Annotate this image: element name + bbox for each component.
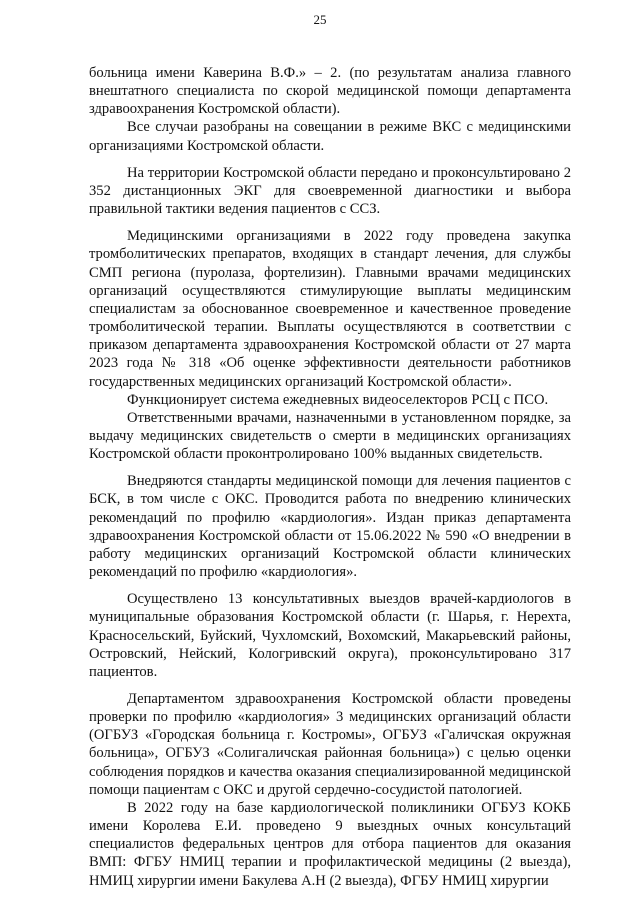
paragraph: Функционирует система ежедневных видеоселекторов РСЦ с ПСО. — [127, 391, 549, 408]
paragraph: Внедряются стандарты медицинской помощи для лечения пациентов с БСК, в том числе с ОКС. Проводится работа по внедрению клинических рекомендаций по профилю «кардиология». Издан приказ департамента здравоохранения Костромской области от 15.06.2022 № 590 «О внедрении в работу медицинских организаций Костромской области клинических рекомендаций по профилю «кардиология». — [89, 473, 571, 581]
document-body — [89, 64, 571, 890]
paragraph: В 2022 году на базе кардиологической поликлиники ОГБУЗ КОКБ имени Королева Е.И. проведено 9 выездных очных консультаций специалистов федеральных центров для отбора пациентов для оказания ВМП: ФГБУ НМИЦ терапии и профилактической медицины (2 выезда), НМИЦ хирургии имени Бакулева А.Н (2 выезда), ФГБУ НМИЦ хирургии — [89, 799, 571, 889]
paragraph: На территории Костромской области передано и проконсультировано 2 352 дистанционных ЭКГ для своевременной диагностики и выбора правильной тактики ведения пациентов с ССЗ. — [89, 164, 571, 218]
paragraph: Медицинскими организациями в 2022 году проведена закупка тромболитических препаратов, входящих в стандарт лечения, для службы СМП региона (пуролаза, фортелизин). Главными врачами медицинских организаций осуществляются стимулирующие выплаты медицинским специалистам за обоснованное своевременное и качественное проведение тромболитической терапии. Выплаты осуществляются в соответствии с приказом департамента здравоохранения Костромской области от 27 марта 2023 года № 318 «Об оценке эффективности деятельности работников государственных медицинских организаций Костромской области». — [89, 228, 571, 390]
paragraph: Осуществлено 13 консультативных выездов врачей-кардиологов в муниципальные образования Костромской области (г. Шарья, г. Нерехта, Красносельский, Буйский, Чухломский, Вохомский, Макарьевский районы, Островский, Нейский, Кологривский округа), проконсультировано 317 пациентов. — [89, 591, 571, 680]
paragraph: Все случаи разобраны на совещании в режиме ВКС с медицинскими организациями Костромской области. — [89, 119, 571, 154]
paragraph: больница имени Каверина В.Ф.» – 2. (по результатам анализа главного внештатного специалиста по скорой медицинской помощи департамента здравоохранения Костромской области). — [89, 65, 571, 118]
paragraph: Ответственными врачами, назначенными в установленном порядке, за выдачу медицинских свидетельств о смерти в медицинских организациях Костромской области проконтролировано 100% выданных свидетельств. — [89, 409, 571, 463]
page-number: 25 — [313, 12, 327, 27]
paragraph: Департаментом здравоохранения Костромской области проведены проверки по профилю «кардиология» 3 медицинских организаций области (ОГБУЗ «Городская больница г. Костромы», ОГБУЗ «Галичская окружная больница», ОГБУЗ «Солигаличская районная больница») с целью оценки соблюдения порядков и качества оказания специализированной медицинской помощи пациентам с ОКС и другой сердечно-сосудистой патологией. — [89, 691, 571, 798]
